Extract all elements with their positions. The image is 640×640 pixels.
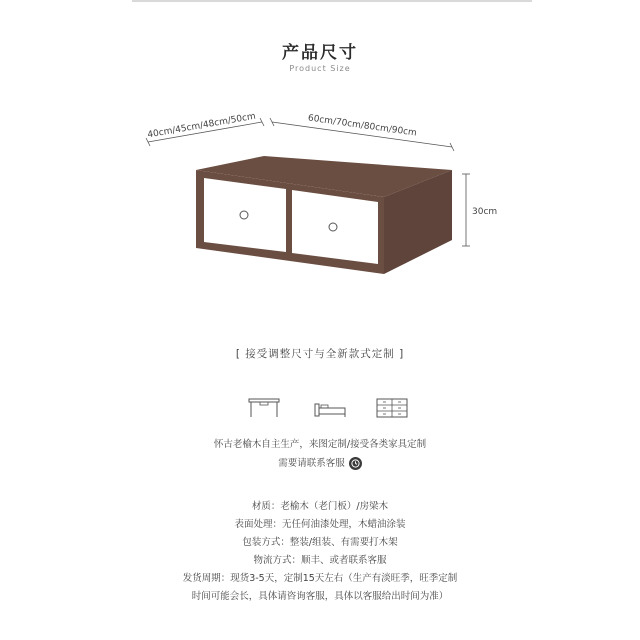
- spec-delivery-line-1: 发货周期：现货3-5天，定制15天左右（生产有淡旺季，旺季定制: [182, 573, 458, 584]
- spec-finish: 表面处理：无任何油漆处理，木蜡油涂装: [234, 519, 406, 530]
- description-line-2: [0, 455, 640, 470]
- table-icon: [248, 396, 280, 418]
- top-divider: [132, 0, 532, 2]
- height-dimension: [462, 174, 497, 246]
- page-subtitle: Product Size: [289, 64, 351, 73]
- product-dimension-diagram: [0, 100, 640, 300]
- drawer-right-knob: [329, 223, 337, 231]
- page-title: 产品尺寸: [282, 43, 358, 63]
- cabinet-icon: [376, 398, 408, 420]
- spec-delivery-line-2: 时间可能会长，具体请咨询客服，具体以客服给出时间为准）: [191, 591, 449, 602]
- spec-material: 材质：老榆木（老门板）/房梁木: [251, 501, 389, 512]
- depth-label: 40cm/45cm/48cm/50cm: [146, 111, 257, 141]
- bed-icon: [314, 402, 346, 418]
- description-line-1: 怀古老榆木自主生产，来图定制/接受各类家具定制: [213, 439, 427, 450]
- customization-tag: [ 接受调整尺寸与全新款式定制 ]: [235, 348, 405, 360]
- spec-packaging: 包装方式：整装/组装、有需要打木架: [242, 537, 398, 548]
- spec-logistics: 物流方式：顺丰、或者联系客服: [253, 555, 387, 566]
- depth-dimension: [146, 112, 264, 146]
- height-label: 30cm: [472, 207, 498, 217]
- contact-service-text: 需要请联系客服: [278, 458, 345, 469]
- drawer-left-knob: [240, 211, 248, 219]
- cabinet-illustration: [196, 156, 452, 274]
- width-dimension: [270, 113, 454, 151]
- width-label: 60cm/70cm/80cm/90cm: [307, 113, 418, 139]
- customer-service-icon[interactable]: [349, 457, 362, 470]
